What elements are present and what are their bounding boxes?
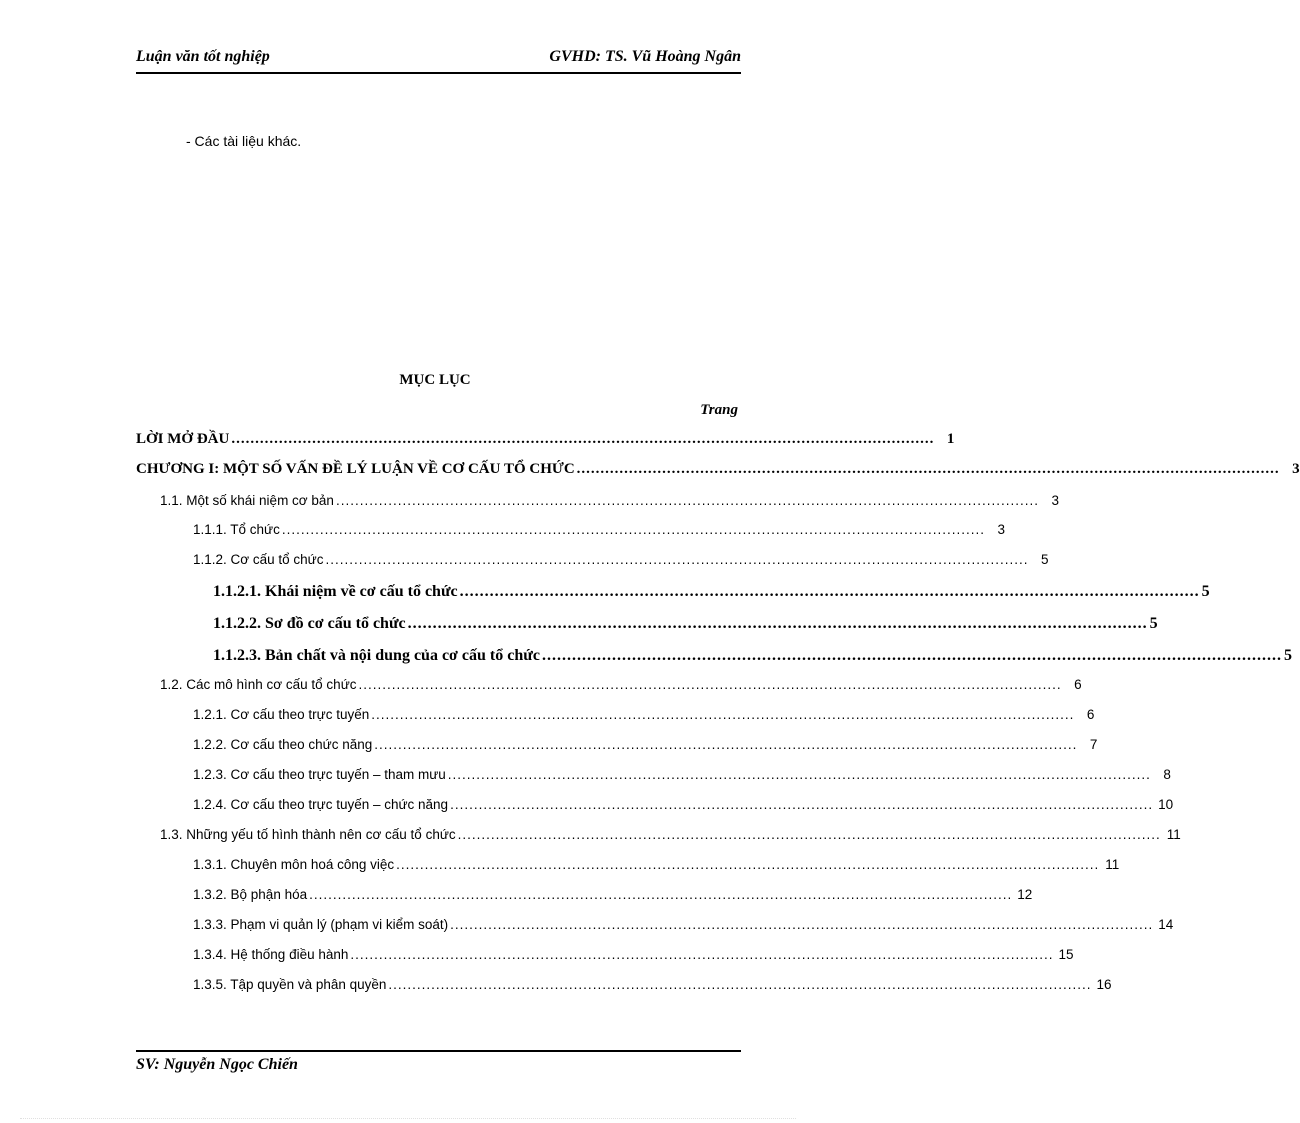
toc-entry: 1.3.1. Chuyên môn hoá công việc .................................................................................................................................................... 11 — [193, 857, 1120, 872]
toc-entry: CHƯƠNG I: MỘT SỐ VẤN ĐỀ LÝ LUẬN VỀ CƠ CẤU TỔ CHỨC .................................................................................................................................................... 3 — [136, 461, 1300, 477]
toc-entry: 1.2. Các mô hình cơ cấu tổ chức .................................................................................................................................................... 6 — [160, 677, 1082, 692]
toc-entry: 1.1.1. Tổ chức .................................................................................................................................................... 3 — [193, 522, 1005, 537]
toc-leader: .................................................................................................................................................... — [407, 615, 1148, 632]
toc-entry: 1.2.4. Cơ cấu theo trực tuyến – chức năng .................................................................................................................................................... 10 — [193, 797, 1174, 812]
toc-page-label: Trang — [700, 402, 738, 418]
toc-entry: 1.3.3. Phạm vi quản lý (phạm vi kiểm soát) .................................................................................................................................................... 14 — [193, 917, 1174, 932]
toc-entry: 1.2.2. Cơ cấu theo chức năng .................................................................................................................................................... 7 — [193, 737, 1098, 752]
toc-leader: .................................................................................................................................................... — [335, 493, 1040, 508]
page-header — [136, 46, 741, 74]
toc-entry: 1.1.2.3. Bản chất và nội dung của cơ cấu tổ chức .................................................................................................................................................... 5 — [213, 647, 1292, 664]
toc-entry: 1.2.1. Cơ cấu theo trực tuyến .................................................................................................................................................... 6 — [193, 707, 1095, 722]
toc-leader: .................................................................................................................................................... — [396, 857, 1100, 872]
toc-leader: .................................................................................................................................................... — [231, 431, 935, 447]
footer-rule — [136, 1050, 741, 1052]
toc-entry: 1.1. Một số khái niệm cơ bản .................................................................................................................................................... 3 — [160, 493, 1060, 508]
toc-entry: 1.1.2.2. Sơ đồ cơ cấu tổ chức .................................................................................................................................................... 5 — [213, 615, 1158, 632]
toc-entry: 1.3. Những yếu tố hình thành nên cơ cấu tổ chức .................................................................................................................................................... 11 — [160, 827, 1181, 842]
toc-entry: LỜI MỞ ĐẦU .................................................................................................................................................... 1 — [136, 431, 955, 447]
toc-entry: 1.3.4. Hệ thống điều hành .................................................................................................................................................... 15 — [193, 947, 1074, 962]
toc-leader: .................................................................................................................................................... — [576, 461, 1280, 477]
toc-entry: 1.1.2. Cơ cấu tổ chức .................................................................................................................................................... 5 — [193, 552, 1049, 567]
toc-entry: 1.1.2.1. Khái niệm về cơ cấu tổ chức .................................................................................................................................................... 5 — [213, 583, 1210, 600]
toc-entry: 1.2.3. Cơ cấu theo trực tuyến – tham mưu .................................................................................................................................................... 8 — [193, 767, 1171, 782]
toc-leader: .................................................................................................................................................... — [325, 552, 1029, 567]
toc-leader: .................................................................................................................................................... — [457, 827, 1161, 842]
toc-entry: 1.3.5. Tập quyền và phân quyền .................................................................................................................................................... 16 — [193, 977, 1112, 992]
toc-leader: .................................................................................................................................................... — [541, 647, 1282, 664]
toc-leader: .................................................................................................................................................... — [459, 583, 1200, 600]
toc-leader: .................................................................................................................................................... — [358, 677, 1062, 692]
toc-leader: .................................................................................................................................................... — [309, 887, 1013, 902]
page-edge — [20, 1118, 796, 1119]
footer-student: SV: Nguyễn Ngọc Chiến — [136, 1056, 298, 1073]
toc-leader: .................................................................................................................................................... — [350, 947, 1054, 962]
toc-leader: .................................................................................................................................................... — [371, 707, 1075, 722]
toc-leader: .................................................................................................................................................... — [374, 737, 1078, 752]
intro-text: - Các tài liệu khác. — [186, 133, 302, 149]
toc-leader: .................................................................................................................................................... — [281, 522, 985, 537]
header-supervisor: GVHD: TS. Vũ Hoàng Ngân — [549, 48, 741, 65]
toc-entry: 1.3.2. Bộ phận hóa .................................................................................................................................................... 12 — [193, 887, 1033, 902]
toc-leader: .................................................................................................................................................... — [450, 797, 1154, 812]
toc-leader: .................................................................................................................................................... — [388, 977, 1092, 992]
toc-leader: .................................................................................................................................................... — [447, 767, 1151, 782]
toc-title: MỤC LỤC — [399, 372, 471, 388]
toc-leader: .................................................................................................................................................... — [450, 917, 1154, 932]
header-thesis-title: Luận văn tốt nghiệp — [136, 48, 270, 65]
